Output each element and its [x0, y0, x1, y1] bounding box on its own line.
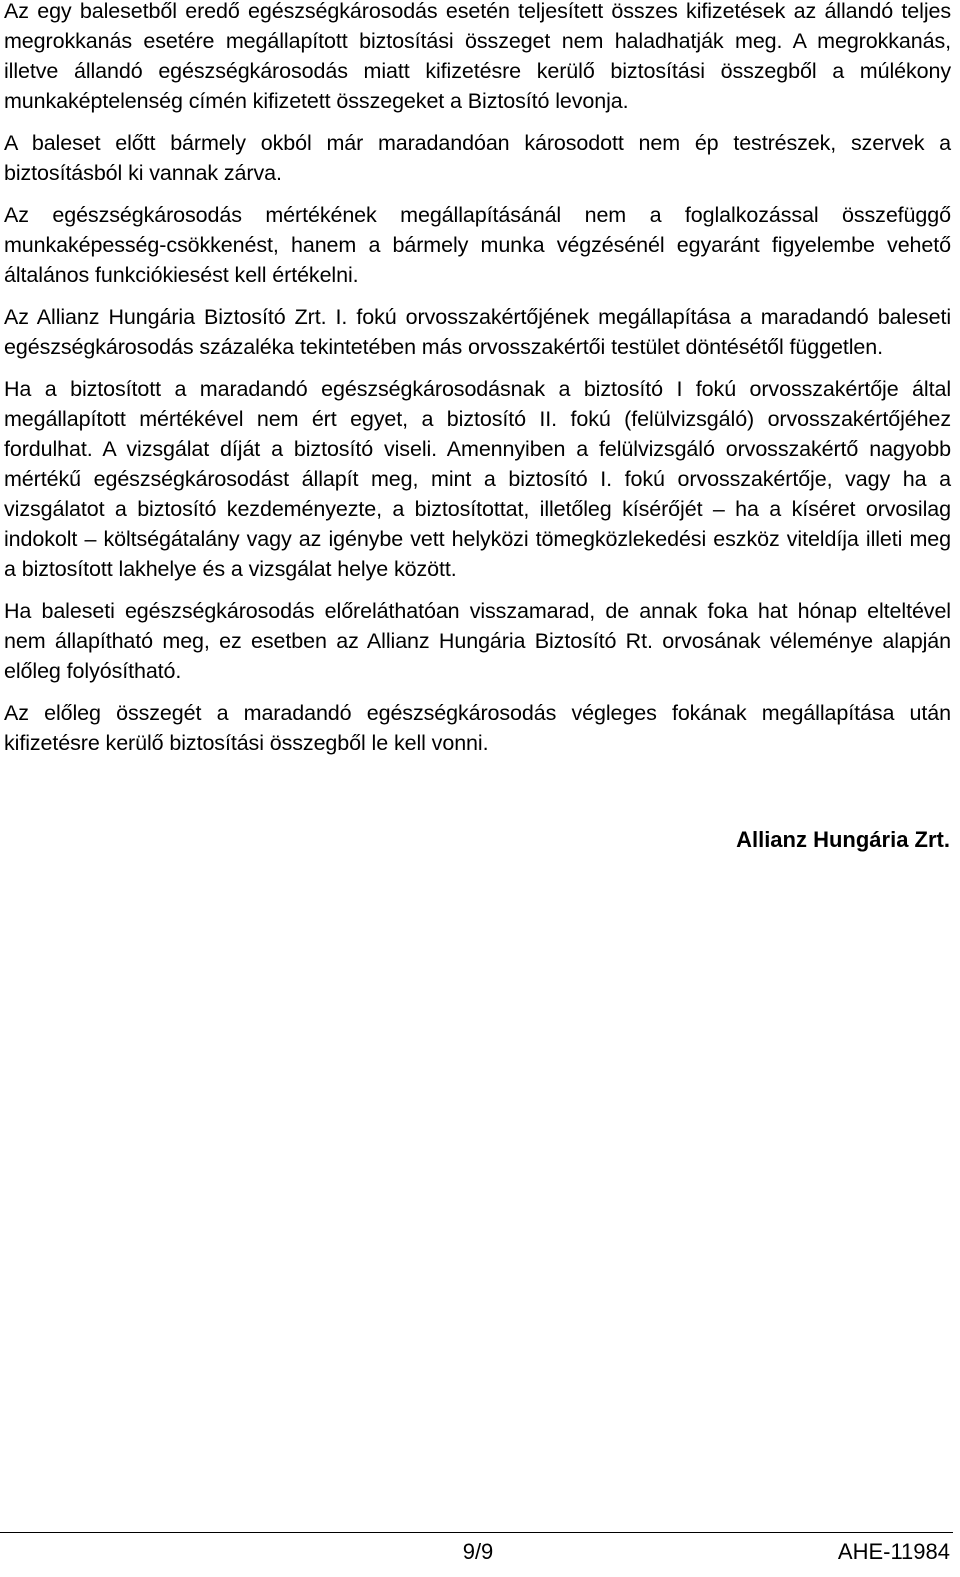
footer-divider: [0, 1532, 953, 1533]
paragraph-payout-limit: Az egy balesetből eredő egészségkárosodás esetén teljesített összes kifizetések az állandó teljes megrokkanás esetére megállapított biztosítási összeget nem haladhatják meg. A megrokkanás, illetve állandó egészségkárosodás miatt kifizetésre kerülő biztosítási összegből a múlékony munkaképtelenség címén kifizetett összegeket a Biztosító levonja.: [4, 0, 951, 113]
paragraph-excluded-body-parts: A baleset előtt bármely okból már maradandóan károsodott nem ép testrészek, szervek a biztosításból ki vannak zárva.: [4, 131, 951, 185]
paragraph-advance-deduction: Az előleg összegét a maradandó egészségkárosodás végleges fokának megállapítása után kifizetésre kerülő biztosítási összegből le kell vonni.: [4, 701, 951, 755]
document-body: [4, 0, 951, 770]
paragraph-assessment-basis: Az egészségkárosodás mértékének megállapításánál nem a foglalkozással összefüggő munkaképesség-csökkenést, hanem a bármely munka végzésénél egyaránt figyelembe vehető általános funkciókiesést kell értékelni.: [4, 203, 951, 287]
signature-company-name: Allianz Hungária Zrt.: [736, 827, 950, 852]
document-code: AHE-11984: [837, 1539, 950, 1564]
paragraph-advance-payment: Ha baleseti egészségkárosodás előreláthatóan visszamarad, de annak foka hat hónap elteltével nem állapítható meg, ez esetben az Allianz Hungária Biztosító Rt. orvosának véleménye alapján előleg folyósítható.: [4, 599, 951, 683]
paragraph-review-procedure: Ha a biztosított a maradandó egészségkárosodásnak a biztosító I fokú orvosszakértője által megállapított mértékével nem ért egyet, a biztosító II. fokú (felülvizsgáló) orvosszakértőjéhez fordulhat. A vizsgálat díját a biztosító viseli. Amennyiben a felülvizsgáló orvosszakértő nagyobb mértékű egészségkárosodást állapít meg, mint a biztosító I. fokú orvosszakértője, vagy ha a vizsgálatot a biztosító kezdeményezte, a biztosítottat, illetőleg kísérőjét – ha a kíséret orvosilag indokolt – költségátalány vagy az igénybe vett helyközi tömegközlekedési eszköz viteldíja illeti meg a biztosított lakhelye és a vizsgálat helye között.: [4, 377, 951, 581]
paragraph-expert-independence: Az Allianz Hungária Biztosító Zrt. I. fokú orvosszakértőjének megállapítása a maradandó baleseti egészségkárosodás százaléka tekintetében más orvosszakértői testület döntésétől független.: [4, 305, 951, 359]
page-number: 9/9: [462, 1539, 494, 1564]
